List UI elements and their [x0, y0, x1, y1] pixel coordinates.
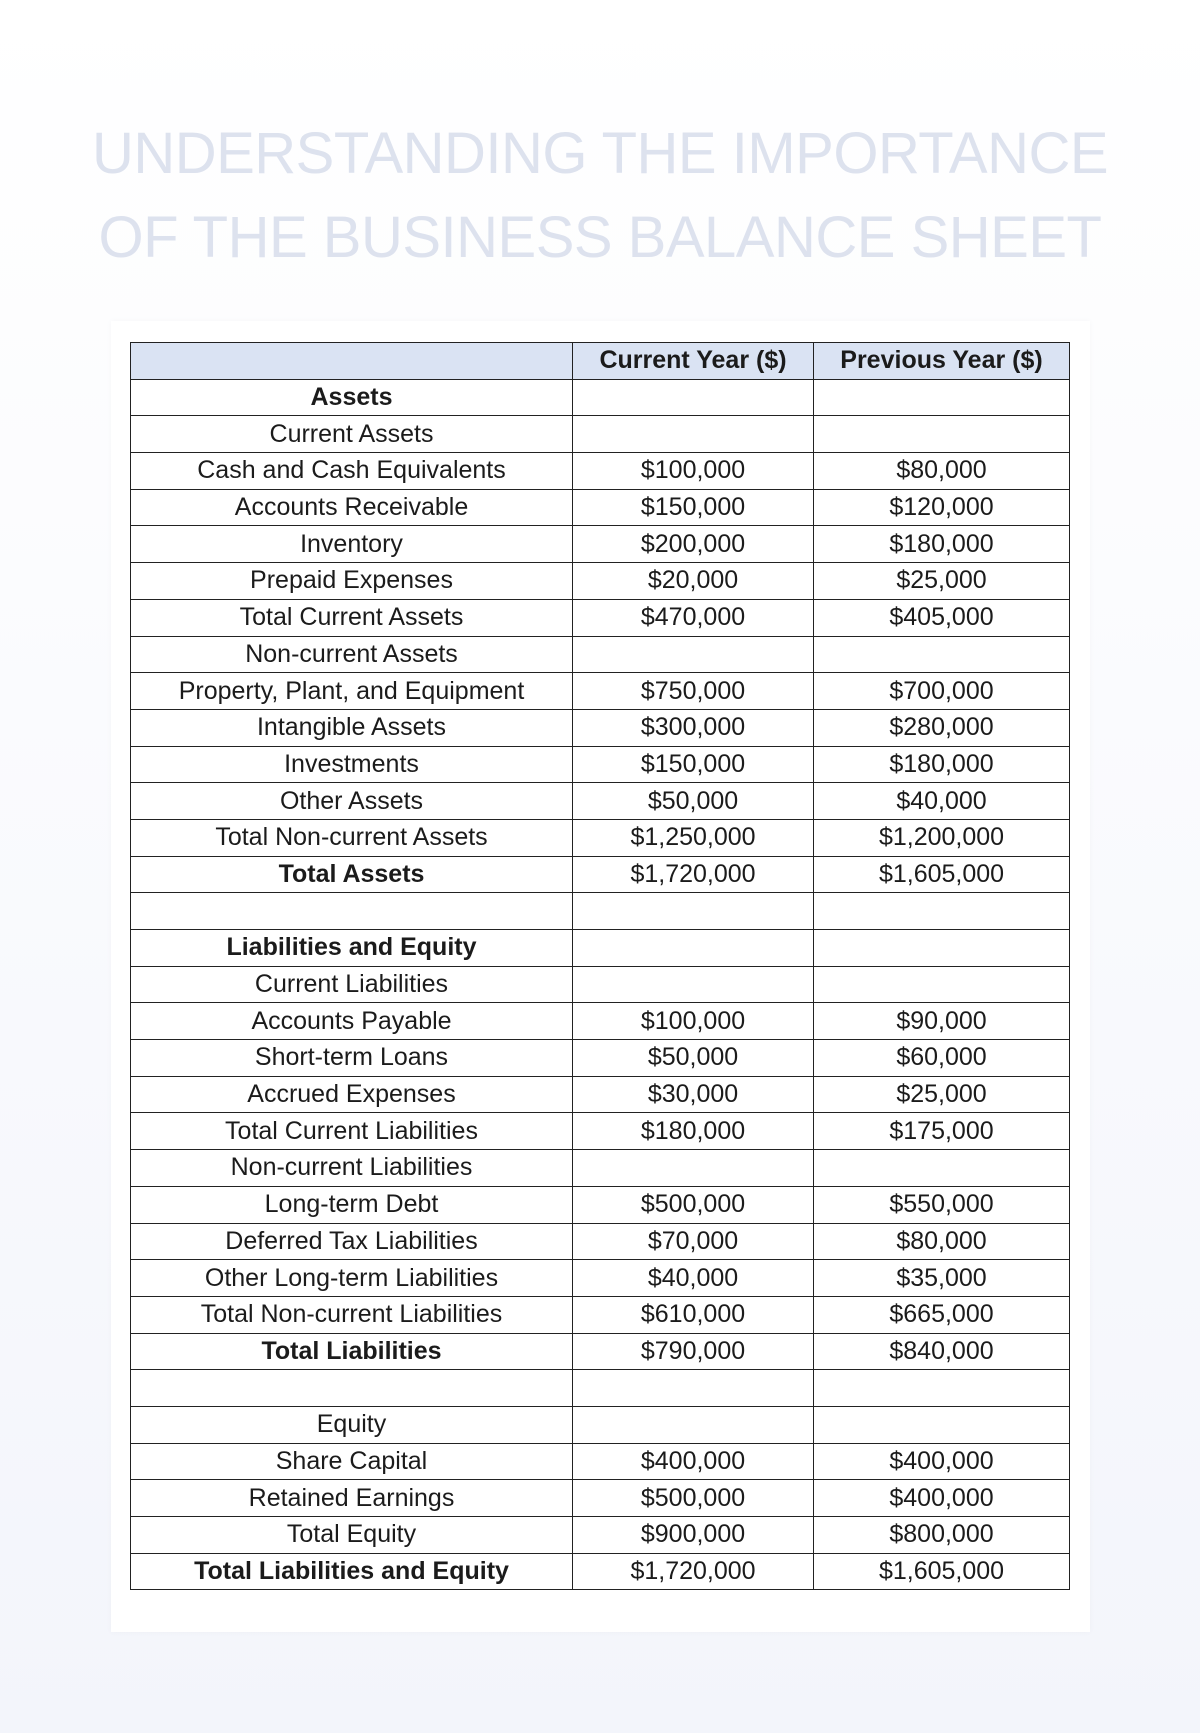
header-current-year: Current Year ($) [573, 343, 814, 380]
current-year-value: $100,000 [573, 1003, 814, 1040]
table-row [131, 1333, 1070, 1370]
table-row [131, 966, 1070, 1003]
previous-year-value: $405,000 [814, 599, 1070, 636]
row-label: Total Current Liabilities [131, 1113, 573, 1150]
page-title [0, 112, 1200, 280]
table-row [131, 930, 1070, 967]
previous-year-value: $550,000 [814, 1186, 1070, 1223]
previous-year-value [814, 379, 1070, 416]
row-label: Current Liabilities [131, 966, 573, 1003]
current-year-value: $150,000 [573, 489, 814, 526]
table-row [131, 893, 1070, 930]
row-label [131, 893, 573, 930]
table-row [131, 379, 1070, 416]
table-row [131, 783, 1070, 820]
current-year-value [573, 893, 814, 930]
row-label: Long-term Debt [131, 1186, 573, 1223]
table-row [131, 1076, 1070, 1113]
current-year-value [573, 1406, 814, 1443]
previous-year-value: $400,000 [814, 1480, 1070, 1517]
previous-year-value: $1,200,000 [814, 819, 1070, 856]
row-label: Total Non-current Liabilities [131, 1296, 573, 1333]
current-year-value: $20,000 [573, 563, 814, 600]
previous-year-value: $80,000 [814, 453, 1070, 490]
table-row [131, 1370, 1070, 1407]
current-year-value: $50,000 [573, 1040, 814, 1077]
table-row [131, 1553, 1070, 1590]
previous-year-value [814, 930, 1070, 967]
table-row [131, 709, 1070, 746]
previous-year-value: $40,000 [814, 783, 1070, 820]
previous-year-value: $1,605,000 [814, 1553, 1070, 1590]
current-year-value [573, 416, 814, 453]
table-row [131, 1296, 1070, 1333]
previous-year-value: $120,000 [814, 489, 1070, 526]
header-previous-year: Previous Year ($) [814, 343, 1070, 380]
table-row [131, 1040, 1070, 1077]
previous-year-value [814, 1150, 1070, 1187]
current-year-value [573, 1150, 814, 1187]
previous-year-value: $700,000 [814, 673, 1070, 710]
previous-year-value [814, 416, 1070, 453]
previous-year-value: $180,000 [814, 746, 1070, 783]
current-year-value: $150,000 [573, 746, 814, 783]
row-label: Short-term Loans [131, 1040, 573, 1077]
table-row [131, 489, 1070, 526]
current-year-value [573, 966, 814, 1003]
table-row [131, 1406, 1070, 1443]
current-year-value: $1,720,000 [573, 856, 814, 893]
table-row [131, 1113, 1070, 1150]
previous-year-value [814, 1406, 1070, 1443]
row-label: Total Equity [131, 1517, 573, 1554]
previous-year-value: $180,000 [814, 526, 1070, 563]
previous-year-value: $25,000 [814, 1076, 1070, 1113]
current-year-value: $400,000 [573, 1443, 814, 1480]
previous-year-value: $90,000 [814, 1003, 1070, 1040]
current-year-value [573, 1370, 814, 1407]
current-year-value: $70,000 [573, 1223, 814, 1260]
previous-year-value: $1,605,000 [814, 856, 1070, 893]
row-label: Share Capital [131, 1443, 573, 1480]
previous-year-value: $60,000 [814, 1040, 1070, 1077]
row-label: Prepaid Expenses [131, 563, 573, 600]
current-year-value: $180,000 [573, 1113, 814, 1150]
previous-year-value: $400,000 [814, 1443, 1070, 1480]
current-year-value: $1,250,000 [573, 819, 814, 856]
table-row [131, 1480, 1070, 1517]
previous-year-value: $840,000 [814, 1333, 1070, 1370]
table-row [131, 1186, 1070, 1223]
previous-year-value: $800,000 [814, 1517, 1070, 1554]
previous-year-value [814, 893, 1070, 930]
current-year-value: $900,000 [573, 1517, 814, 1554]
header-label [131, 343, 573, 380]
table-row [131, 856, 1070, 893]
current-year-value: $1,720,000 [573, 1553, 814, 1590]
current-year-value: $300,000 [573, 709, 814, 746]
row-label: Accounts Payable [131, 1003, 573, 1040]
previous-year-value: $80,000 [814, 1223, 1070, 1260]
table-row [131, 1260, 1070, 1297]
previous-year-value: $280,000 [814, 709, 1070, 746]
current-year-value: $30,000 [573, 1076, 814, 1113]
previous-year-value: $175,000 [814, 1113, 1070, 1150]
row-label: Other Assets [131, 783, 573, 820]
row-label: Retained Earnings [131, 1480, 573, 1517]
table-row [131, 1150, 1070, 1187]
current-year-value: $100,000 [573, 453, 814, 490]
title-line-1: UNDERSTANDING THE IMPORTANCE [91, 121, 1109, 186]
previous-year-value: $25,000 [814, 563, 1070, 600]
row-label [131, 1370, 573, 1407]
table-row [131, 1443, 1070, 1480]
current-year-value [573, 379, 814, 416]
row-label: Inventory [131, 526, 573, 563]
table-row [131, 746, 1070, 783]
table-row [131, 1223, 1070, 1260]
row-label: Accrued Expenses [131, 1076, 573, 1113]
row-label: Cash and Cash Equivalents [131, 453, 573, 490]
row-label: Non-current Liabilities [131, 1150, 573, 1187]
table-row [131, 636, 1070, 673]
row-label: Other Long-term Liabilities [131, 1260, 573, 1297]
current-year-value: $470,000 [573, 599, 814, 636]
balance-sheet-table [130, 342, 1070, 1590]
table-row [131, 563, 1070, 600]
row-label: Investments [131, 746, 573, 783]
current-year-value [573, 930, 814, 967]
table-row [131, 1003, 1070, 1040]
row-label: Total Liabilities and Equity [131, 1553, 573, 1590]
row-label: Total Liabilities [131, 1333, 573, 1370]
table-row [131, 819, 1070, 856]
row-label: Total Assets [131, 856, 573, 893]
previous-year-value [814, 966, 1070, 1003]
current-year-value: $610,000 [573, 1296, 814, 1333]
current-year-value: $500,000 [573, 1480, 814, 1517]
current-year-value: $790,000 [573, 1333, 814, 1370]
row-label: Total Non-current Assets [131, 819, 573, 856]
table-row [131, 673, 1070, 710]
previous-year-value: $35,000 [814, 1260, 1070, 1297]
row-label: Liabilities and Equity [131, 930, 573, 967]
current-year-value: $200,000 [573, 526, 814, 563]
previous-year-value [814, 636, 1070, 673]
table-row [131, 526, 1070, 563]
table-row [131, 1517, 1070, 1554]
title-line-2: OF THE BUSINESS BALANCE SHEET [98, 205, 1102, 270]
row-label: Assets [131, 379, 573, 416]
table-row [131, 416, 1070, 453]
row-label: Intangible Assets [131, 709, 573, 746]
row-label: Current Assets [131, 416, 573, 453]
table-row [131, 453, 1070, 490]
row-label: Non-current Assets [131, 636, 573, 673]
current-year-value [573, 636, 814, 673]
row-label: Deferred Tax Liabilities [131, 1223, 573, 1260]
previous-year-value [814, 1370, 1070, 1407]
current-year-value: $40,000 [573, 1260, 814, 1297]
header-row [131, 343, 1070, 380]
current-year-value: $750,000 [573, 673, 814, 710]
row-label: Accounts Receivable [131, 489, 573, 526]
row-label: Total Current Assets [131, 599, 573, 636]
row-label: Equity [131, 1406, 573, 1443]
row-label: Property, Plant, and Equipment [131, 673, 573, 710]
table-row [131, 599, 1070, 636]
current-year-value: $50,000 [573, 783, 814, 820]
current-year-value: $500,000 [573, 1186, 814, 1223]
previous-year-value: $665,000 [814, 1296, 1070, 1333]
